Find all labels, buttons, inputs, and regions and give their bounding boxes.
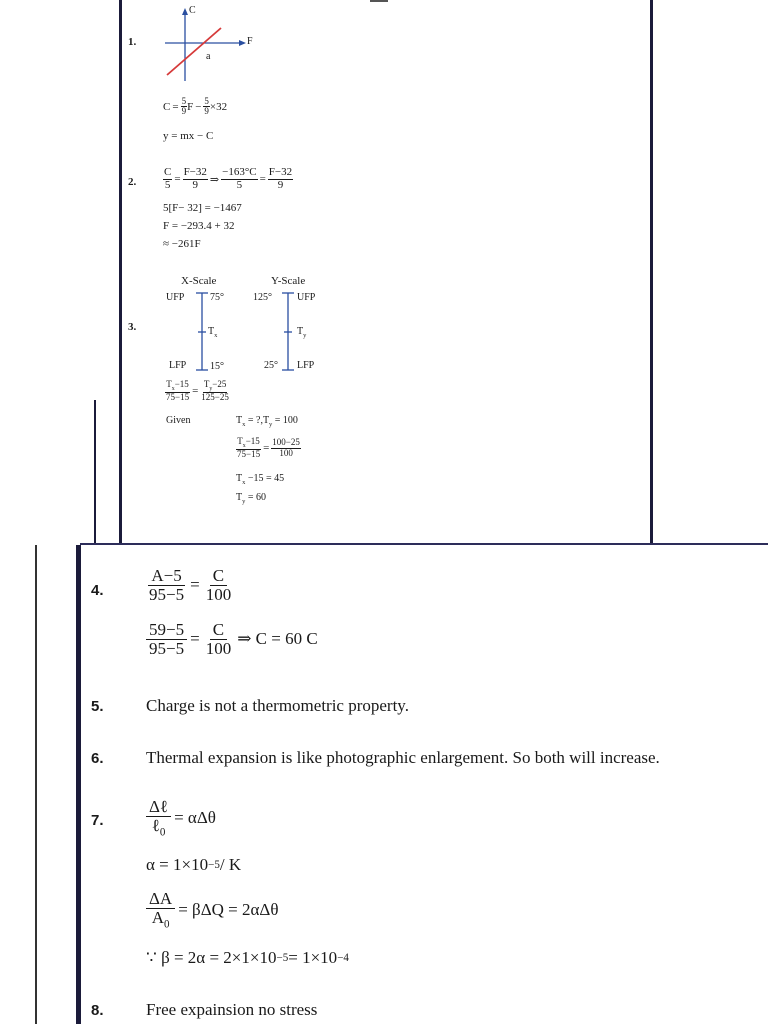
q4-result: ⇒ C = 60 C (237, 629, 318, 649)
numerator-rest: −15 (174, 379, 189, 389)
q1-equation-1: C = $\frac{5}{9}$ F − $\frac{5}{9}$ ×32 (163, 96, 228, 117)
eq-term: F (187, 100, 194, 113)
q1-equation-2: y = mx − C (163, 130, 214, 142)
question-number-6: 6. (91, 750, 104, 767)
numerator: 5 (204, 96, 209, 106)
denominator: 5 (236, 178, 243, 191)
q7-equation-3 (146, 890, 281, 931)
subscript: x (171, 385, 175, 392)
denominator: 9 (277, 178, 284, 191)
denominator: 125−25 (201, 391, 229, 402)
t-symbol: T (236, 473, 243, 484)
q8-answer: Free expainsion no stress (146, 1000, 318, 1019)
fraction (183, 167, 208, 191)
numerator: A−5 (148, 567, 184, 586)
bottom-left-edge (35, 545, 37, 1024)
fraction (221, 167, 257, 191)
numerator: C (164, 166, 172, 178)
numerator: C (210, 621, 227, 640)
q2-equation-3: F = −293.4 + 32 (163, 220, 235, 232)
t-symbol: T (236, 415, 243, 426)
denominator: 100 (205, 584, 232, 604)
numerator: C (210, 567, 227, 586)
denominator: 75−15 (237, 448, 261, 459)
denominator: 9 (204, 106, 209, 117)
left-outer-edge (94, 400, 96, 545)
fraction (163, 167, 172, 191)
bottom-solution-panel (0, 545, 768, 1024)
question-number-3: 3. (128, 321, 137, 333)
text-part: / K (219, 855, 242, 874)
question-number-2: 2. (128, 176, 137, 188)
subscript: x (214, 332, 218, 339)
fraction (146, 890, 175, 931)
q6-answer: Thermal expansion is like photographic enlargement. So both will increase. (146, 748, 660, 767)
y-scale-title: Y-Scale (271, 275, 306, 287)
fraction (203, 567, 235, 604)
numerator: 5 (181, 96, 187, 106)
fraction (236, 437, 261, 459)
x-mid-label (208, 326, 217, 339)
numerator-rest: −15 (245, 436, 260, 446)
q2-equation-1: $\frac{C}{5}$ = $\frac{F-32}{9}$ ⇒ $\frac{-163^\circ C}{5}$ = $\frac{F-32}{9}$ (164, 166, 293, 191)
denominator (149, 909, 173, 931)
q7-equation-2 (146, 855, 241, 875)
fraction (203, 621, 235, 658)
question-number-7: 7. (91, 812, 104, 829)
t-symbol: T (297, 326, 304, 337)
q2-equation-2: 5[F− 32] = −1467 (163, 202, 242, 214)
y-lfp-label: LFP (297, 360, 315, 371)
x-lfp-label: LFP (169, 360, 187, 371)
numerator: ΔA (146, 890, 175, 909)
text-part: α = 1×10 (146, 855, 209, 874)
eq-term: ×32 (209, 100, 228, 113)
text-part: −15 = 45 (245, 473, 285, 484)
denominator: 9 (192, 178, 198, 191)
fraction (146, 798, 171, 839)
conversion-line (167, 28, 221, 75)
numerator: 59−5 (146, 621, 187, 640)
q3-equation-4 (236, 492, 266, 505)
text-part: = 60 (245, 492, 266, 503)
eq-term: C (163, 100, 171, 113)
subscript: y (269, 421, 273, 428)
y-top-value: 125° (253, 292, 272, 303)
fraction (268, 167, 293, 191)
subscript: x (242, 421, 246, 428)
c-axis-label: C (189, 5, 196, 16)
numerator (165, 380, 190, 393)
subscript: y (303, 332, 307, 339)
eq-rhs: = βΔQ = 2αΔθ (178, 900, 279, 920)
denominator: 95−5 (149, 584, 185, 604)
t-symbol: T (203, 379, 210, 389)
q4-equation-2: $\frac{59-5}{95-5}$ = $\frac{C}{100}$ ⇒ C = 60 C (146, 621, 321, 658)
superscript: −4 (337, 952, 349, 964)
given-values (236, 415, 298, 428)
t-symbol: T (208, 326, 215, 337)
numerator-rest: −25 (212, 379, 227, 389)
question-number-4: 4. (91, 582, 104, 599)
q7-equation-1 (146, 798, 219, 839)
subscript: x (242, 442, 246, 449)
denominator: 100 (279, 447, 293, 458)
subscript: 0 (163, 918, 170, 931)
text-part: = 100 (272, 415, 298, 426)
y-bottom-value: 25° (264, 360, 278, 371)
t-symbol: T (237, 436, 243, 446)
bottom-left-border (76, 545, 81, 1024)
superscript: −5 (208, 859, 220, 871)
f-axis-arrow (239, 40, 246, 46)
numerator: 100−25 (272, 437, 300, 448)
subscript: y (242, 498, 246, 505)
given-label: Given (166, 415, 191, 426)
text-part: = ?,T (245, 415, 270, 426)
l-symbol: ℓ (151, 815, 160, 835)
y-ufp-label: UFP (297, 292, 316, 303)
q7-equation-4 (146, 948, 349, 968)
f-axis-label: F (247, 36, 253, 47)
numerator: F−32 (183, 166, 207, 178)
q3-equation-1: $\frac{T_x-15}{75-15}$ = $\frac{T_y-25}{125-25}$ (166, 379, 229, 402)
question-number-1: 1. (128, 36, 137, 48)
denominator: 75−15 (166, 391, 190, 402)
q5-answer: Charge is not a thermometric property. (146, 696, 409, 715)
denominator: 9 (181, 106, 187, 117)
fraction (200, 380, 230, 402)
fraction (165, 380, 190, 402)
superscript: −5 (276, 952, 289, 964)
denominator: 5 (164, 178, 171, 191)
y-mid-label (297, 326, 306, 339)
numerator: Δℓ (146, 798, 171, 817)
numerator: −163°C (222, 166, 257, 178)
numerator (203, 380, 228, 393)
left-border-line (119, 0, 122, 545)
denominator: 95−5 (149, 638, 185, 658)
a-symbol: A (151, 907, 164, 927)
x-top-value: 75° (210, 292, 224, 303)
right-border-line (650, 0, 653, 545)
eq-rhs: = αΔθ (174, 808, 216, 828)
text-part: = 1×10 (288, 948, 338, 967)
q3-equation-3 (236, 473, 284, 486)
t-symbol: T (236, 492, 243, 503)
q4-equation-1: $\frac{A-5}{95-5}$ = $\frac{C}{100}$ (146, 567, 234, 604)
denominator: 100 (205, 638, 232, 658)
numerator (236, 437, 261, 450)
point-a-label: a (206, 51, 211, 62)
text-part: ∵ β = 2α = 2×1×10 (146, 948, 277, 967)
top-border-line (370, 0, 388, 2)
c-axis-arrow (182, 8, 188, 15)
x-bottom-value: 15° (210, 361, 224, 372)
subscript: 0 (159, 826, 166, 839)
q3-equation-2: $\frac{T_x-15}{75-15}$ = $\frac{100-25}{100}$ (237, 436, 300, 459)
question-number-8: 8. (91, 1002, 104, 1019)
t-symbol: T (166, 379, 172, 389)
x-scale-title: X-Scale (181, 275, 217, 287)
x-ufp-label: UFP (166, 292, 185, 303)
subscript: y (209, 385, 213, 392)
fraction (271, 438, 301, 458)
numerator: F−32 (268, 166, 293, 178)
denominator (149, 817, 169, 839)
fraction (146, 567, 187, 604)
fraction (146, 621, 187, 658)
q2-equation-4: ≈ −261F (163, 238, 201, 250)
question-number-5: 5. (91, 698, 104, 715)
subscript: x (242, 479, 246, 486)
